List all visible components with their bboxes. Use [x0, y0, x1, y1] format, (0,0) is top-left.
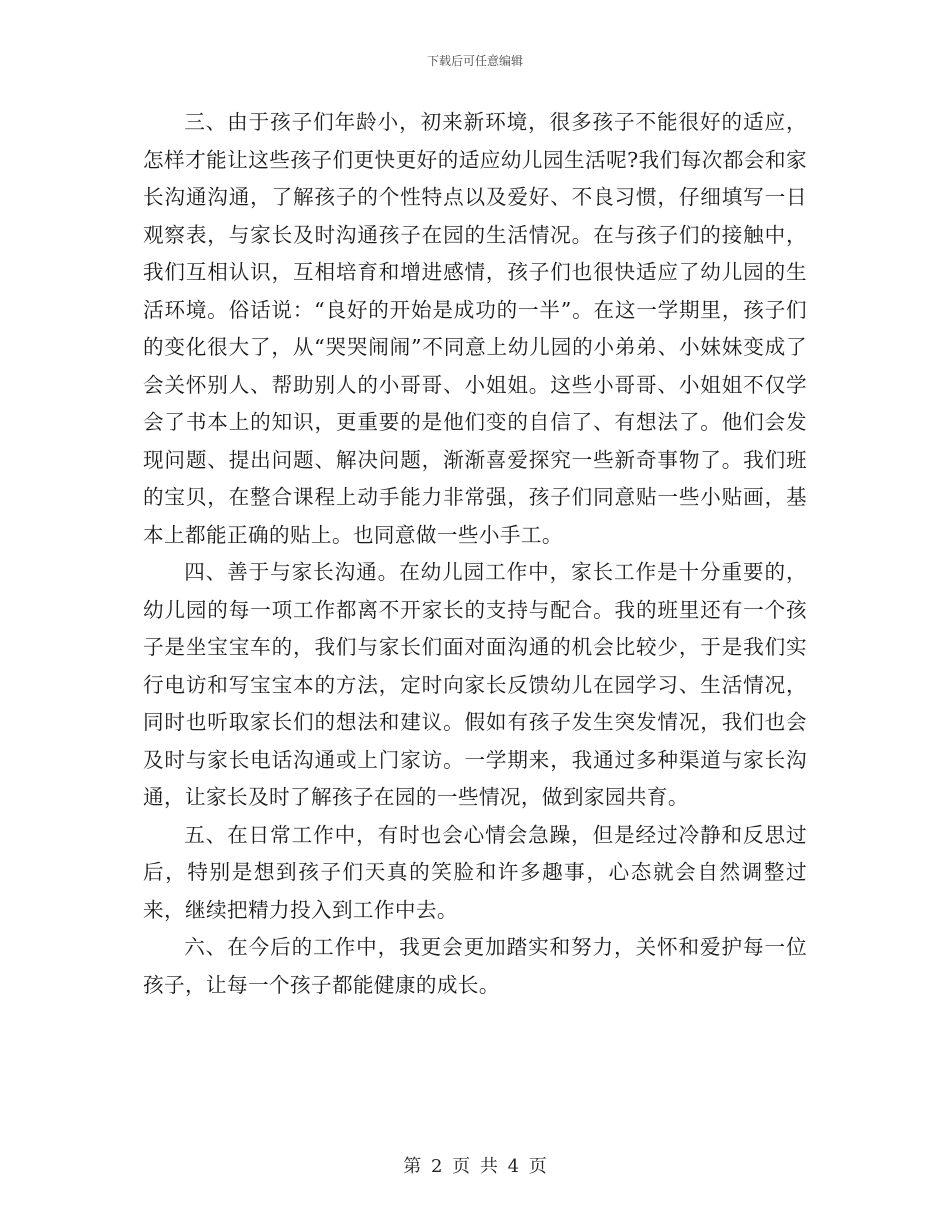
paragraph-three: 三、由于孩子们年龄小，初来新环境，很多孩子不能很好的适应，怎样才能让这些孩子们更快更好的适应幼儿园生活呢?我们每次都会和家长沟通沟通，了解孩子的个性特点以及爱好、不良习惯，仔细填写一日观察表，与家长及时沟通孩子在园的生活情况。在与孩子们的接触中，我们互相认识，互相培育和增进感情，孩子们也很快适应了幼儿园的生活环境。俗话说：“良好的开始是成功的一半”。在这一学期里，孩子们的变化很大了，从“哭哭闹闹”不同意上幼儿园的小弟弟、小妹妹变成了会关怀别人、帮助别人的小哥哥、小姐姐。这些小哥哥、小姐姐不仅学会了书本上的知识，更重要的是他们变的自信了、有想法了。他们会发现问题、提出问题、解决问题，渐渐喜爱探究一些新奇事物了。我们班的宝贝，在整合课程上动手能力非常强，孩子们同意贴一些小贴画，基本上都能正确的贴上。也同意做一些小手工。	[143, 110, 807, 547]
page-footer: 第 2 页 共 4 页	[403, 1156, 547, 1177]
page-header: 下载后可任意编辑	[426, 54, 523, 68]
paragraph-six: 六、在今后的工作中，我更会更加踏实和努力，关怀和爱护每一位孩子，让每一个孩子都能健康的成长。	[143, 935, 807, 997]
document-body	[143, 104, 807, 1004]
paragraph-five: 五、在日常工作中，有时也会心情会急躁，但是经过冷静和反思过后，特别是想到孩子们天真的笑脸和许多趣事，心态就会自然调整过来，继续把精力投入到工作中去。	[143, 822, 807, 922]
paragraph-four: 四、善于与家长沟通。在幼儿园工作中，家长工作是十分重要的，幼儿园的每一项工作都离不开家长的支持与配合。我的班里还有一个孩子是坐宝宝车的，我们与家长们面对面沟通的机会比较少，于是我们实行电访和写宝宝本的方法，定时向家长反馈幼儿在园学习、生活情况，同时也听取家长们的想法和建议。假如有孩子发生突发情况，我们也会及时与家长电话沟通或上门家访。一学期来，我通过多种渠道与家长沟通，让家长及时了解孩子在园的一些情况，做到家园共育。	[143, 560, 807, 809]
